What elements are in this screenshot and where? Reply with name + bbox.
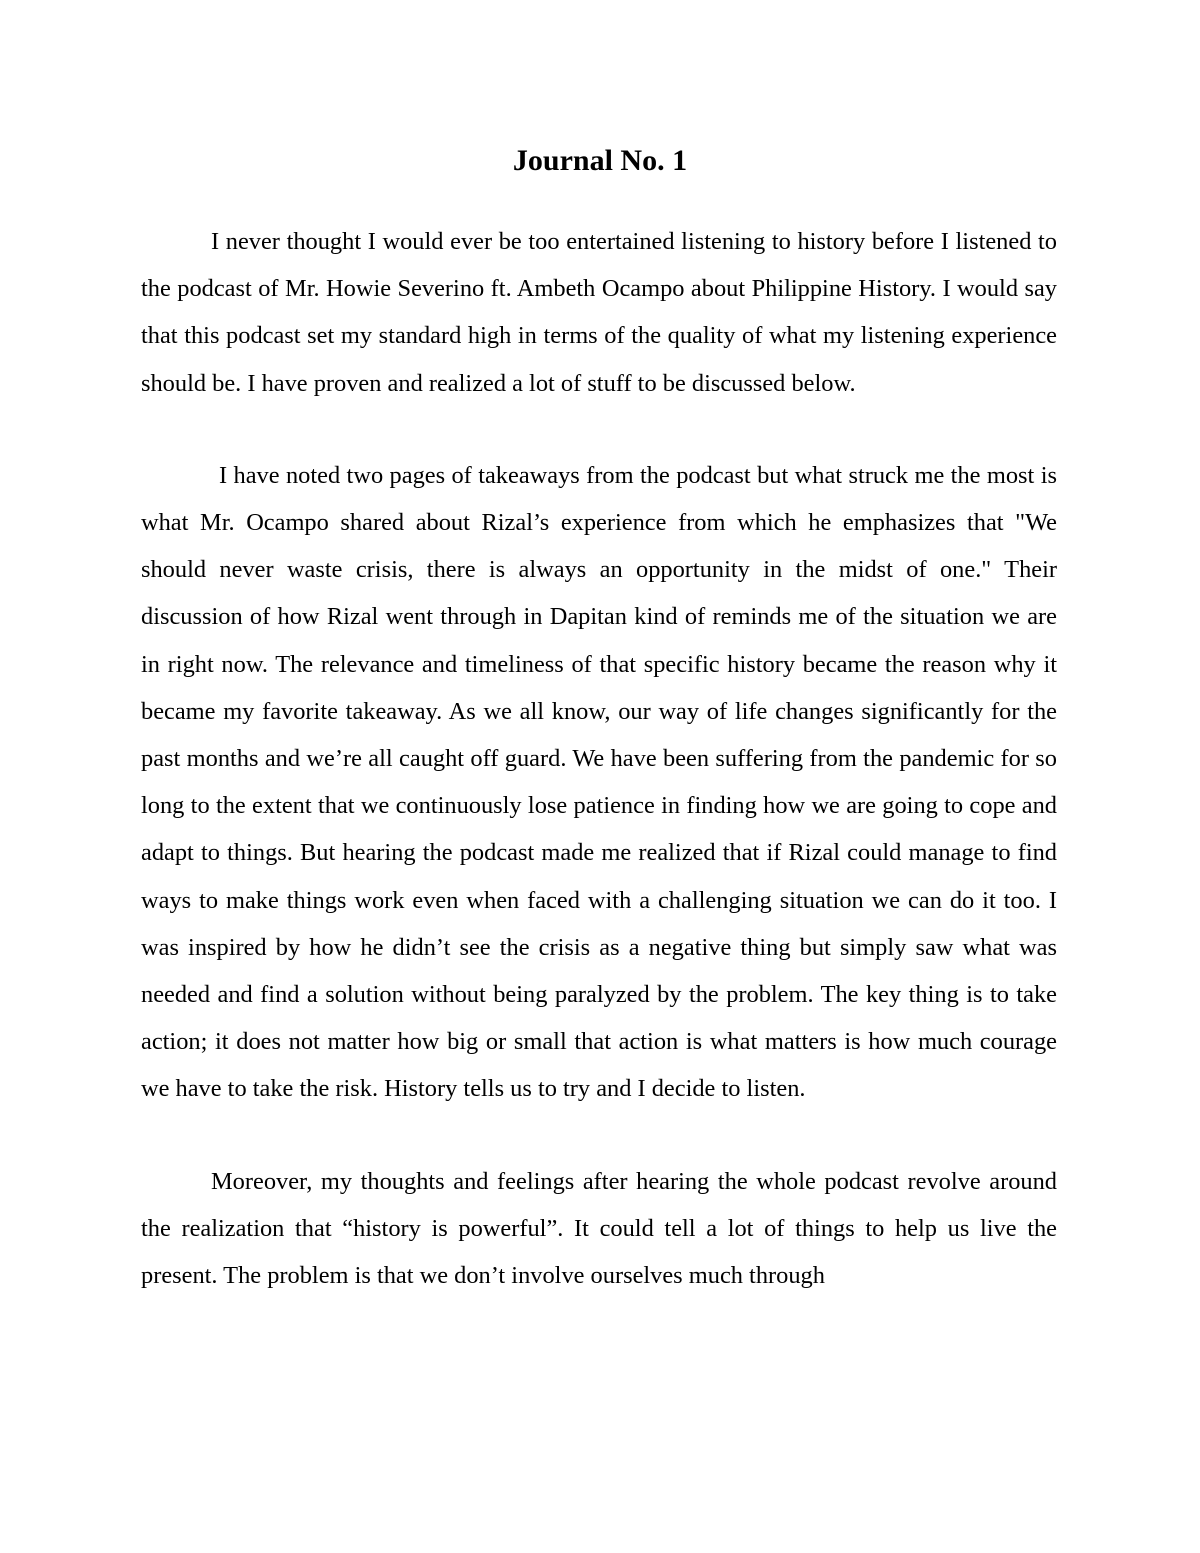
document-body (141, 218, 1057, 1344)
page-title: Journal No. 1 (512, 144, 688, 177)
paragraph-1: I never thought I would ever be too entertained listening to history before I listened to the podcast of Mr. Howie Severino ft. Ambeth Ocampo about Philippine History. I would say that this podcast set my standard high in terms of the quality of what my listening experience should be. I have proven and realized a lot of stuff to be discussed below. (141, 228, 1057, 397)
paragraph-2: I have noted two pages of takeaways from the podcast but what struck me the most is what Mr. Ocampo shared about Rizal’s experience from which he emphasizes that "We should never waste crisis, there is always an opportunity in the midst of one." Their discussion of how Rizal went through in Dapitan kind of reminds me of the situation we are in right now. The relevance and timeliness of that specific history became the reason why it became my favorite takeaway. As we all know, our way of life changes significantly for the past months and we’re all caught off guard. We have been suffering from the pandemic for so long to the extent that we continuously lose patience in finding how we are going to cope and adapt to things. But hearing the podcast made me realized that if Rizal could manage to find ways to make things work even when faced with a challenging situation we can do it too. I was inspired by how he didn’t see the crisis as a negative thing but simply saw what was needed and find a solution without being paralyzed by the problem. The key thing is to take action; it does not matter how big or small that action is what matters is how much courage we have to take the risk. History tells us to try and I decide to listen. (141, 461, 1057, 1103)
paragraph-3: Moreover, my thoughts and feelings after hearing the whole podcast revolve around the realization that “history is powerful”. It could tell a lot of things to help us live the present. The problem is that we don’t involve ourselves much through (141, 1167, 1057, 1290)
